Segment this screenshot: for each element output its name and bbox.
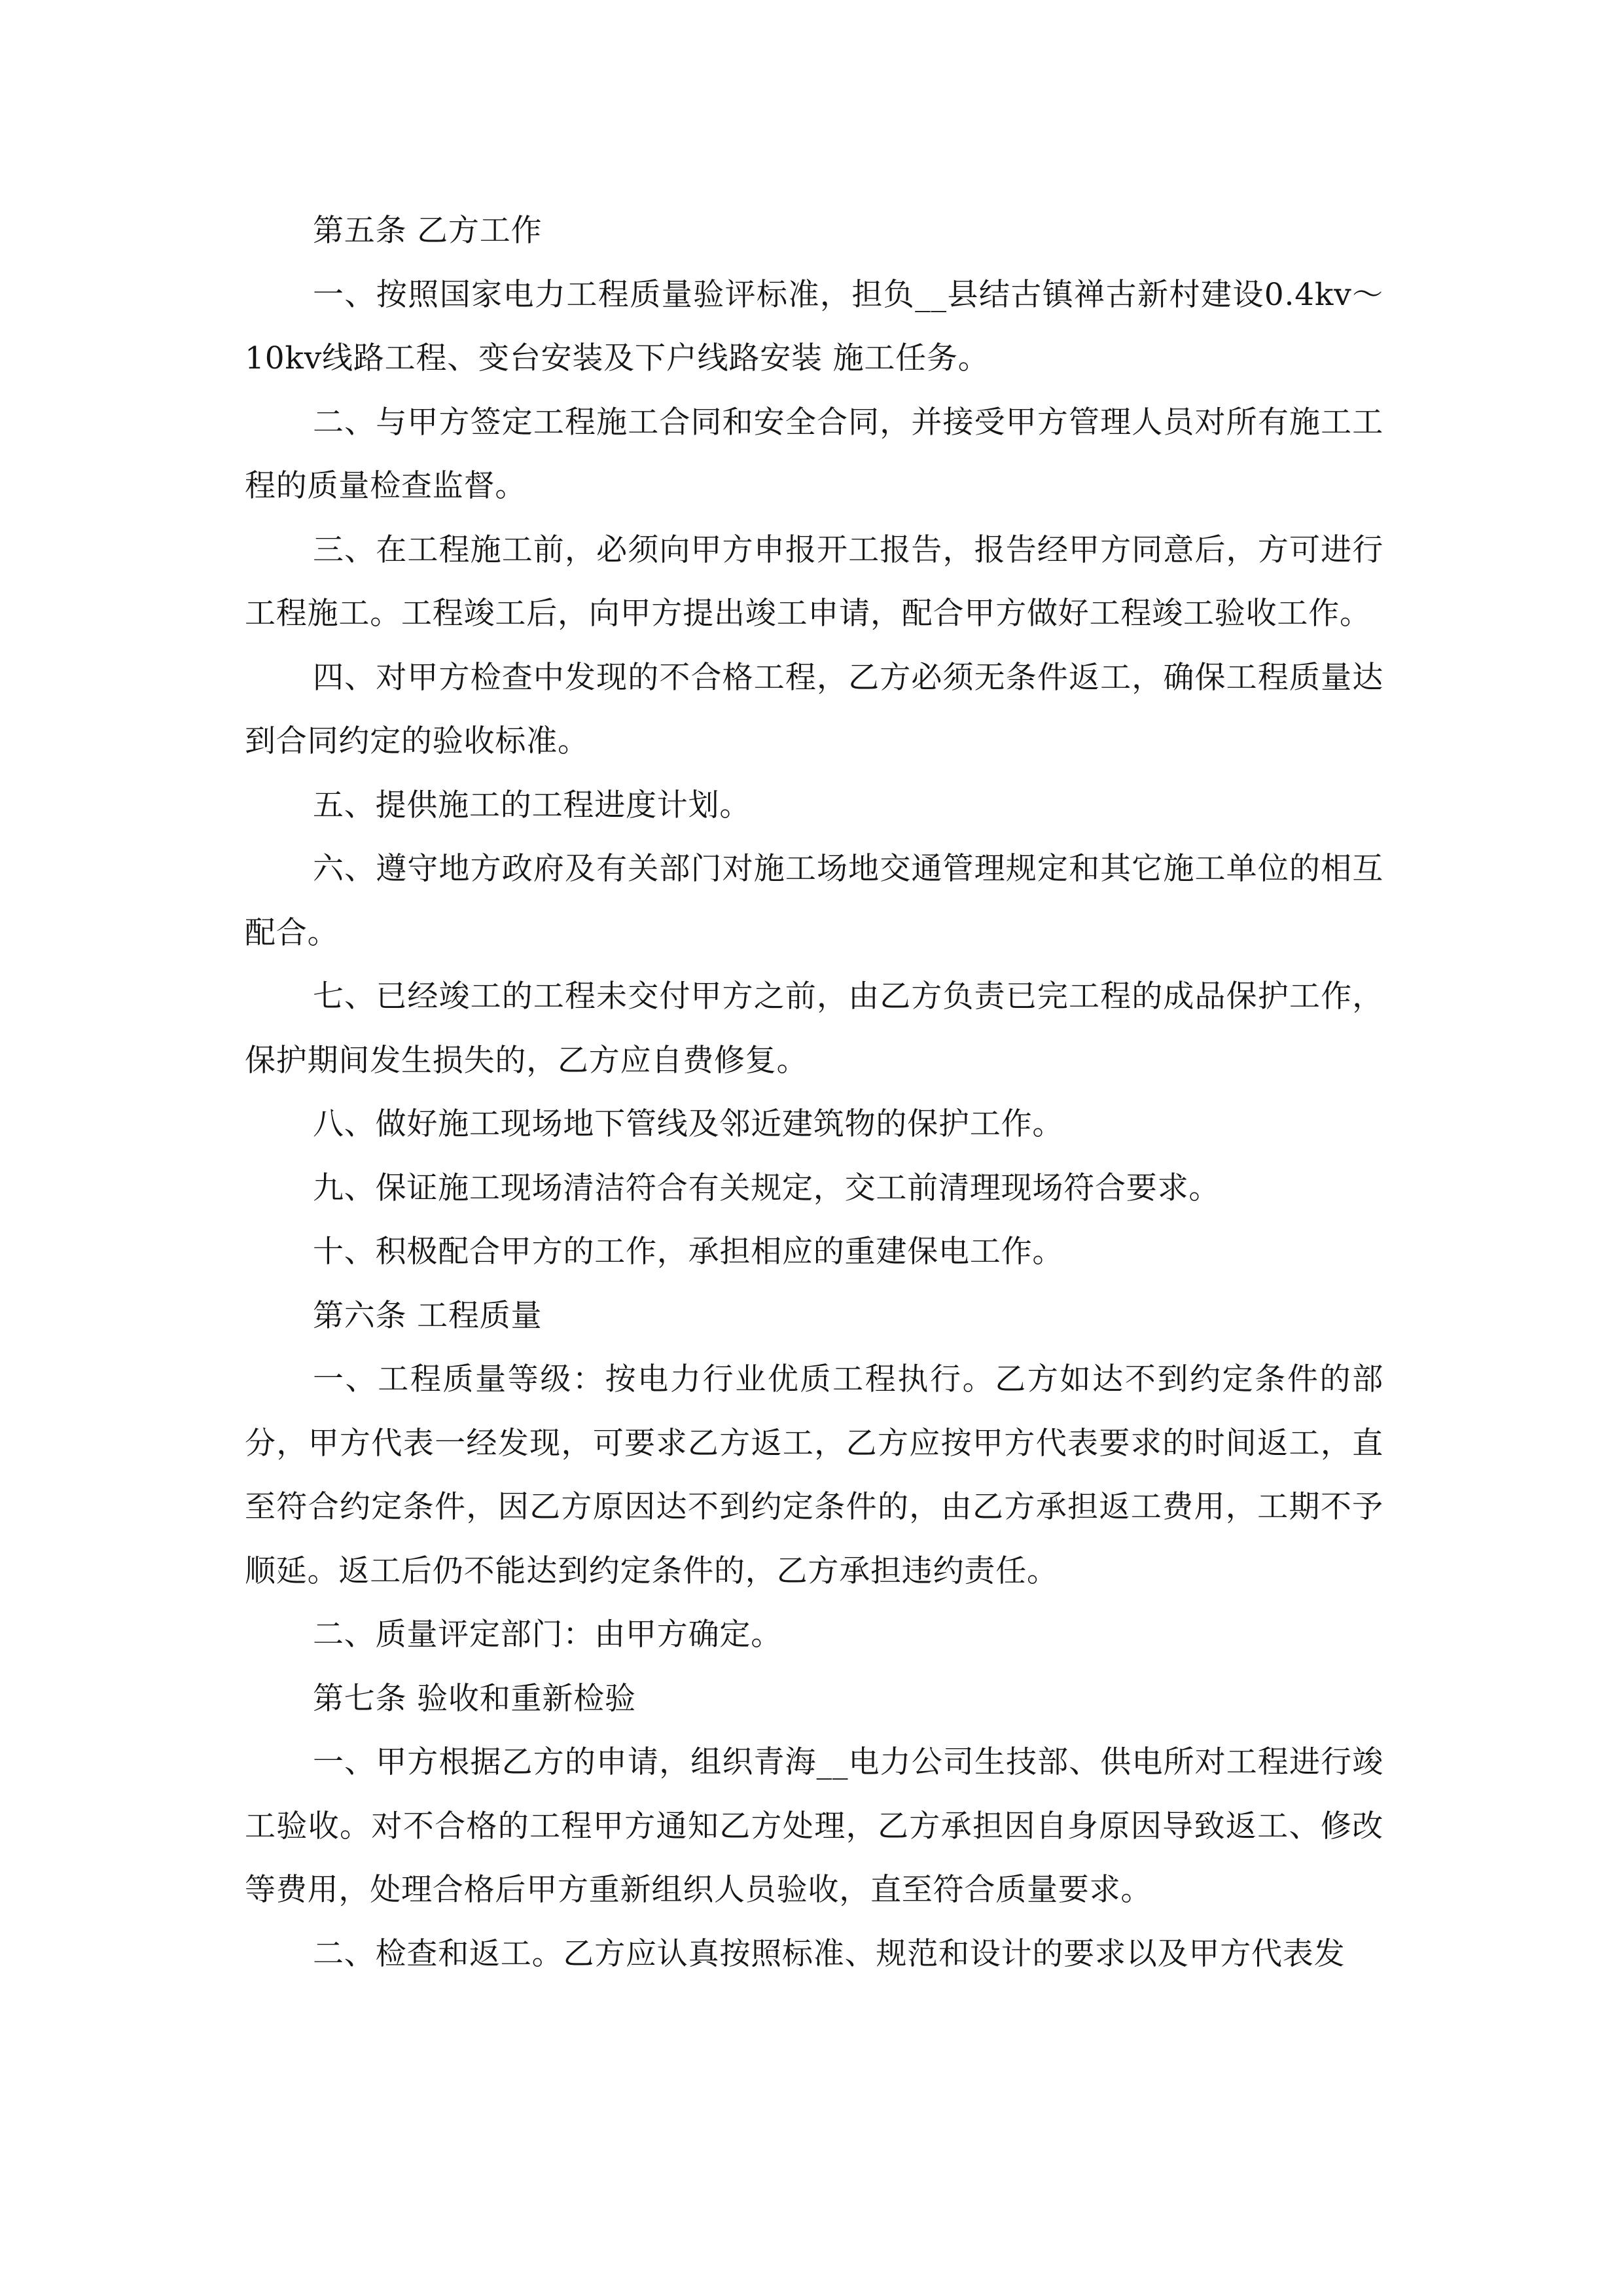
paragraph: 五、提供施工的工程进度计划。 — [313, 787, 751, 823]
paragraph: 一、甲方根据乙方的申请，组织青海__电力公司生技部、供电所对工程进行竣工验收。对不合格的工程甲方通知乙方处理，乙方承担因自身原因导致返工、修改等费用，处理合格后甲方重新组织人员验收，直至符合质量要求。 — [245, 1744, 1383, 1908]
paragraph: 七、已经竣工的工程未交付甲方之前，由乙方负责已完工程的成品保护工作，保护期间发生损失的，乙方应自费修复。 — [245, 978, 1383, 1079]
paragraph: 三、在工程施工前，必须向甲方申报开工报告，报告经甲方同意后，方可进行工程施工。工程竣工后，向甲方提出竣工申请，配合甲方做好工程竣工验收工作。 — [245, 531, 1383, 632]
paragraph: 二、检查和返工。乙方应认真按照标准、规范和设计的要求以及甲方代表发 — [313, 1935, 1346, 1972]
section-heading-article-5: 第五条 乙方工作 — [313, 213, 543, 249]
paragraph: 一、按照国家电力工程质量验评标准，担负__县结古镇禅古新村建设0.4kv～10kv线路工程、变台安装及下户线路安装 施工任务。 — [245, 276, 1383, 376]
paragraph: 二、质量评定部门：由甲方确定。 — [313, 1617, 782, 1653]
paragraph: 四、对甲方检查中发现的不合格工程，乙方必须无条件返工，确保工程质量达到合同约定的验收标准。 — [245, 659, 1383, 759]
section-heading-article-7: 第七条 验收和重新检验 — [313, 1680, 636, 1717]
paragraph: 九、保证施工现场清洁符合有关规定，交工前清理现场符合要求。 — [313, 1170, 1221, 1206]
section-heading-article-6: 第六条 工程质量 — [313, 1297, 543, 1334]
paragraph: 二、与甲方签定工程施工合同和安全合同，并接受甲方管理人员对所有施工工程的质量检查监督。 — [245, 404, 1383, 504]
paragraph: 十、积极配合甲方的工作，承担相应的重建保电工作。 — [313, 1234, 1064, 1270]
paragraph: 八、做好施工现场地下管线及邻近建筑物的保护工作。 — [313, 1106, 1064, 1142]
document-body — [245, 199, 1383, 1986]
paragraph: 六、遵守地方政府及有关部门对施工场地交通管理规定和其它施工单位的相互配合。 — [245, 851, 1383, 951]
paragraph: 一、工程质量等级：按电力行业优质工程执行。乙方如达不到约定条件的部分，甲方代表一经发现，可要求乙方返工，乙方应按甲方代表要求的时间返工，直至符合约定条件，因乙方原因达不到约定条件的，由乙方承担返工费用，工期不予顺延。返工后仍不能达到约定条件的，乙方承担违约责任。 — [245, 1361, 1383, 1589]
